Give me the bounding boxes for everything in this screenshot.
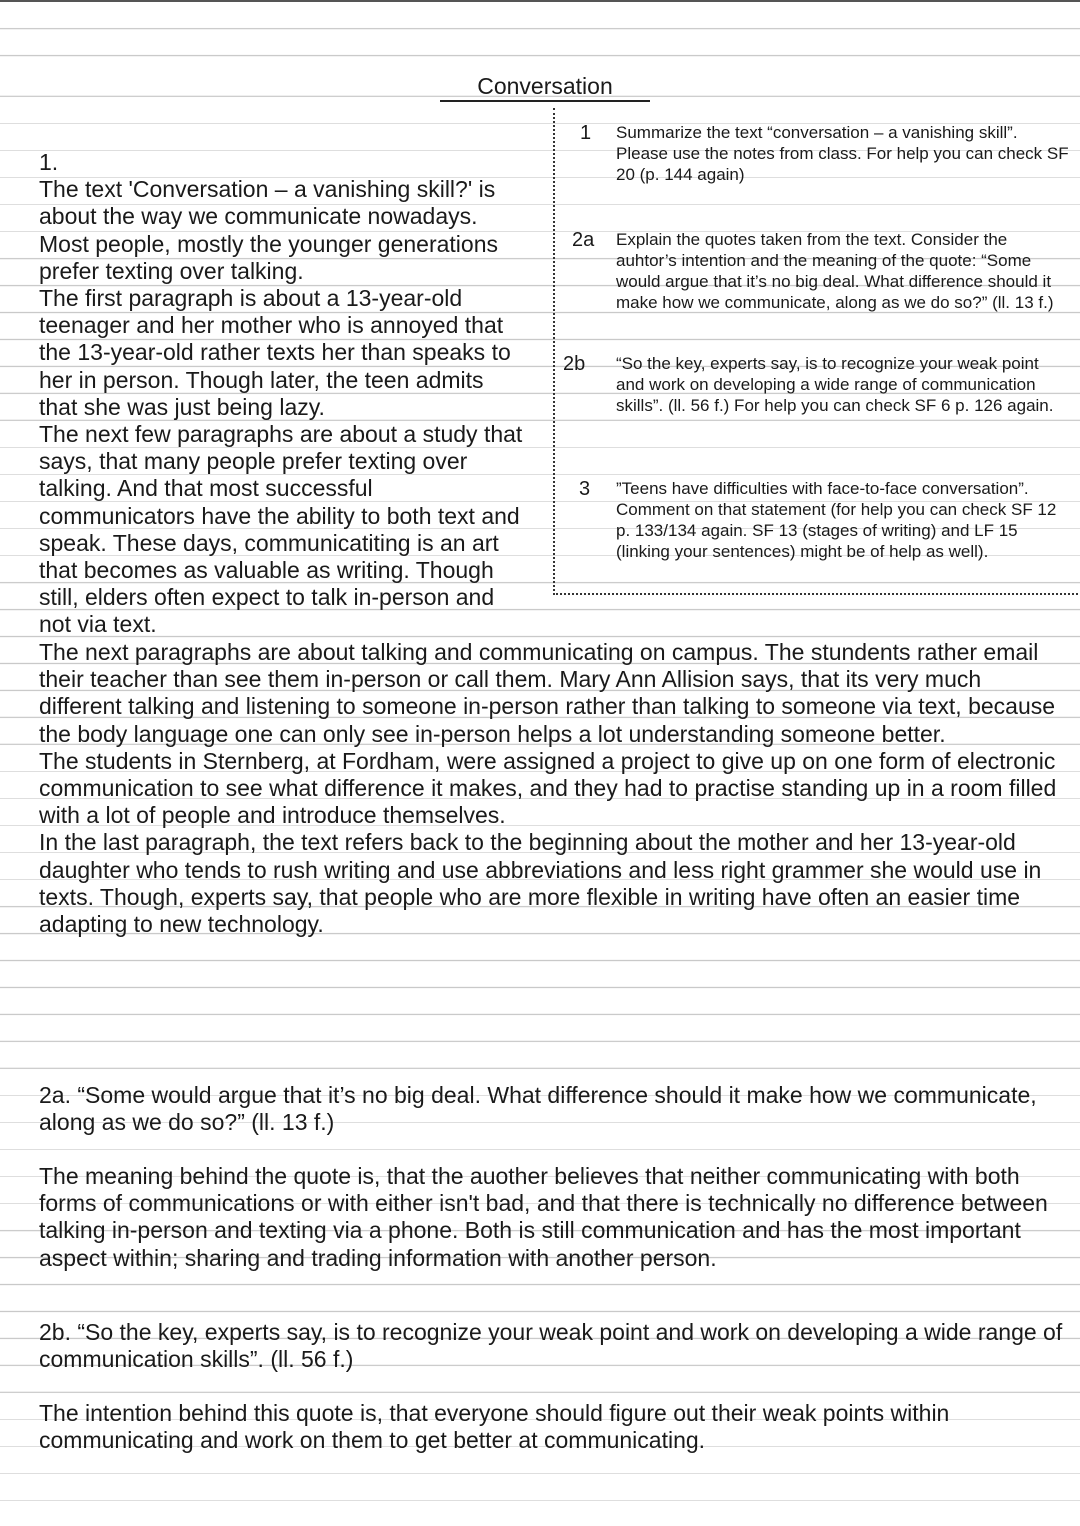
answer-1-summary-intro [39,149,522,639]
summary-line: Most people, mostly the younger generations [39,230,498,257]
answer-1-label: 1. [39,149,59,175]
answer-2b-quote [39,1319,1069,1373]
summary-line: speak. These days, communicatiting is an art [39,529,499,556]
summary-line: prefer texting over talking. [39,257,304,284]
explanation-2a: The meaning behind the quote is, that the auother believes that neither communicating with both forms of communications or with either isn't bad, and that there is technically no difference between talking in-person and texting via a phone. Both is still communication and has the most important aspect within; sharing and trading information with another person. [39,1163,1048,1271]
summary-line: The next few paragraphs are about a study that [39,421,523,448]
summary-paragraph: The next paragraphs are about talking and communicating on campus. The stundents rather email their teacher than see them in-person or call them. Mary Ann Allision says, that its very much different talking and listening to someone in-person rather than talking to someone via text, because the body language one can only see in-person helps a lot understanding someone better. [39,639,1056,747]
summary-line: talking. And that most successful [39,475,373,502]
task-text: Explain the quotes taken from the text. Consider the auhtor’s intention and the meaning of the quote: “Some would argue that it’s no big deal. What difference should it make how we communicate, along as we do so?” (ll. 13 f.) [616,230,1054,312]
quote-2a: 2a. “Some would argue that it’s no big deal. What difference should it make how we communicate, along as we do so?” (ll. 13 f.) [39,1082,1037,1136]
task-number: 3 [579,478,591,500]
task-number: 1 [580,122,592,144]
summary-line: the 13-year-old rather texts her than speaks to [39,339,511,366]
summary-line: communicators have the ability to both text and [39,502,520,529]
task-text: “So the key, experts say, is to recognize your weak point and work on developing a wide range of communication skills”. (ll. 56 f.) For help you can check SF 6 p. 126 again. [616,354,1054,415]
task-box [553,108,1080,595]
summary-line: still, elders often expect to talk in-person and [39,584,495,611]
task-number: 2b [563,353,586,375]
answer-2b-explanation [39,1400,1069,1454]
summary-paragraph: In the last paragraph, the text refers back to the beginning about the mother and her 13-year-old daughter who tends to rush writing and use abbreviations and less right grammer she would use in texts. Though, experts say, that people who are more flexible in writing have often an easier time adapting to new technology. [39,829,1042,938]
summary-line: The first paragraph is about a 13-year-old [39,285,463,312]
task-number: 2a [572,229,595,251]
summary-line: not via text. [39,611,157,638]
quote-2b: 2b. “So the key, experts say, is to recognize your weak point and work on developing a wide range of communication skills”. (ll. 56 f.) [39,1319,1063,1373]
summary-line: about the way we communicate nowadays. [39,203,478,230]
summary-paragraph: The students in Sternberg, at Fordham, were assigned a project to give up on one form of electronic communication to see what difference it makes, and they had to practise standing up in a room filled with a lot of people and introduce themselves. [39,747,1057,829]
summary-line: teenager and her mother who is annoyed that [39,312,504,339]
top-rule [0,0,1080,2]
summary-line: her in person. Though later, the teen admits [39,366,484,393]
summary-line: says, that many people prefer texting over [39,448,468,475]
answer-2a-quote [39,1082,1069,1136]
summary-line: that she was just being lazy. [39,393,325,420]
answer-1-summary-continued [39,639,1069,938]
task-text: ”Teens have difficulties with face-to-face conversation”. Comment on that statement (for help you can check SF 12 p. 133/134 again. SF 13 (stages of writing) and LF 15 (linking your sentences) might be of help as well). [616,479,1057,561]
summary-line: The text 'Conversation – a vanishing skill?' is [39,176,496,203]
answer-2a-explanation [39,1163,1069,1272]
explanation-2b: The intention behind this quote is, that everyone should figure out their weak points within communicating and work on them to get better at communicating. [39,1400,950,1454]
summary-line: that becomes as valuable as writing. Though [39,557,494,584]
task-text: Summarize the text “conversation – a vanishing skill”. Please use the notes from class. For help you can check SF 20 (p. 144 again) [616,123,1069,184]
page-title: Conversation [440,72,650,102]
